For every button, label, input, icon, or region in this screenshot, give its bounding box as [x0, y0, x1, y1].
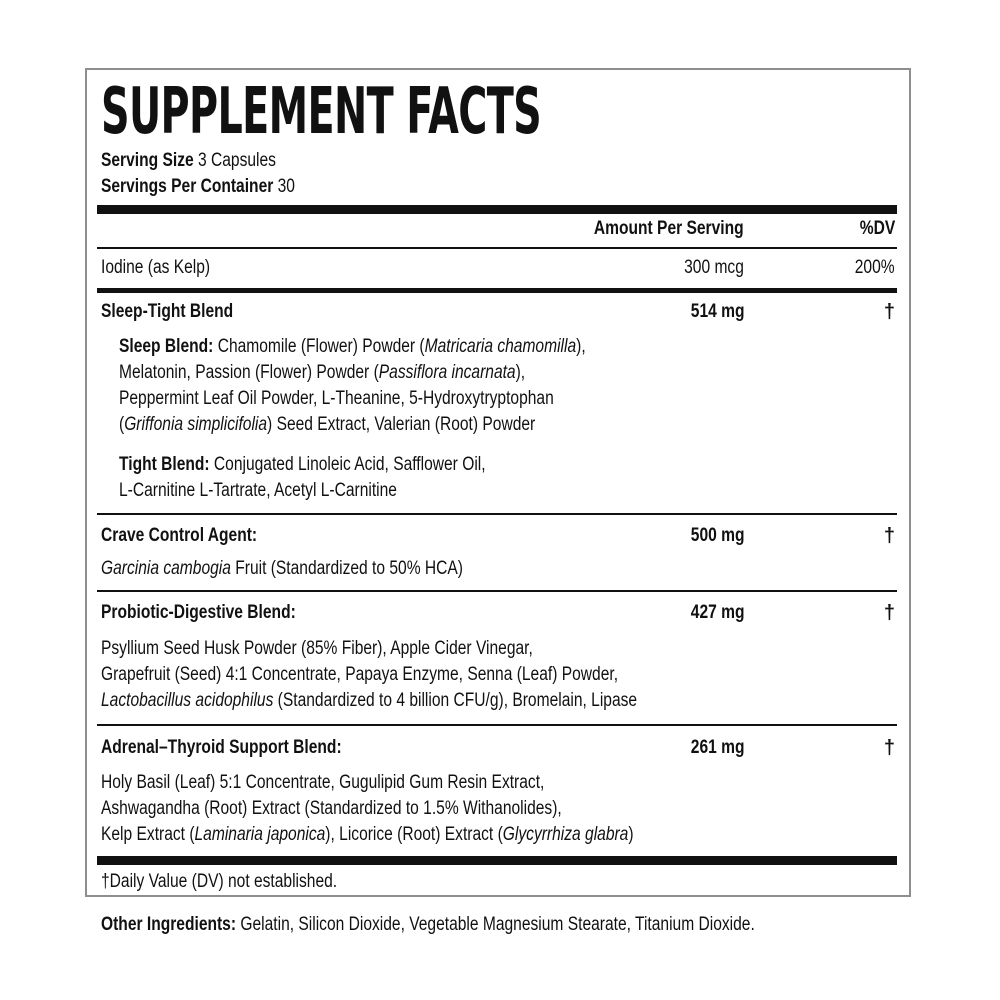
- divider-thin: [97, 724, 897, 726]
- divider-thin: [97, 247, 897, 249]
- dv-column-header: %DV: [859, 218, 895, 239]
- blend-ingredient-line: Kelp Extract (Laminaria japonica), Licorice (Root) Extract (Glycyrrhiza glabra): [101, 824, 634, 845]
- servings-per-container-value: 30: [277, 176, 295, 197]
- blend-ingredient-line: Ashwagandha (Root) Extract (Standardized to 1.5% Withanolides),: [101, 798, 562, 819]
- dagger-mark: †: [883, 525, 895, 547]
- serving-size-row: [101, 149, 276, 173]
- sub-blend-label: Sleep Blend:: [119, 336, 214, 357]
- servings-per-container-label: Servings Per Container: [101, 176, 274, 197]
- serving-size-label: Serving Size: [101, 150, 194, 171]
- sub-blend-line: Melatonin, Passion (Flower) Powder (Passiflora incarnata),: [119, 362, 526, 383]
- blend-name: Crave Control Agent:: [101, 525, 258, 546]
- blend-amount: 427 mg: [690, 602, 744, 623]
- blend-ingredient-line: Psyllium Seed Husk Powder (85% Fiber), Apple Cider Vinegar,: [101, 638, 533, 659]
- footnote: †Daily Value (DV) not established.: [101, 871, 338, 892]
- other-ingredients: [101, 913, 755, 937]
- divider-thin: [97, 513, 897, 515]
- blend-ingredient-line: Garcinia cambogia Fruit (Standardized to 50% HCA): [101, 558, 463, 579]
- dagger-mark: †: [883, 602, 895, 624]
- blend-ingredient-line: Lactobacillus acidophilus (Standardized to 4 billion CFU/g), Bromelain, Lipase: [101, 690, 638, 711]
- divider-mid: [97, 288, 897, 293]
- iodine-name: Iodine (as Kelp): [101, 257, 211, 278]
- other-ingredients-value: Gelatin, Silicon Dioxide, Vegetable Magnesium Stearate, Titanium Dioxide.: [240, 914, 755, 935]
- other-ingredients-label: Other Ingredients:: [101, 914, 237, 935]
- dagger-mark: †: [883, 737, 895, 759]
- iodine-amount: 300 mcg: [684, 257, 744, 278]
- blend-amount: 500 mg: [690, 525, 744, 546]
- sub-blend-line: L-Carnitine L-Tartrate, Acetyl L-Carnitine: [119, 480, 397, 501]
- panel-title: SUPPLEMENT FACTS: [101, 75, 542, 149]
- sub-blend-label: Tight Blend:: [119, 454, 210, 475]
- iodine-dv: 200%: [855, 257, 895, 278]
- blend-ingredient-line: Holy Basil (Leaf) 5:1 Concentrate, Gugulipid Gum Resin Extract,: [101, 772, 545, 793]
- blend-amount: 514 mg: [690, 301, 744, 322]
- blend-name: Adrenal–Thyroid Support Blend:: [101, 737, 342, 758]
- blend-name: Probiotic-Digestive Blend:: [101, 602, 296, 623]
- sub-blend-line: Sleep Blend: Chamomile (Flower) Powder (Matricaria chamomilla),: [119, 336, 586, 357]
- sub-blend-line: Tight Blend: Conjugated Linoleic Acid, Safflower Oil,: [119, 454, 486, 475]
- amount-column-header: Amount Per Serving: [594, 218, 744, 239]
- divider-thin: [97, 590, 897, 592]
- sub-blend-line: (Griffonia simplicifolia) Seed Extract, Valerian (Root) Powder: [119, 414, 536, 435]
- divider-thick-bottom: [97, 856, 897, 865]
- servings-per-container-row: [101, 175, 295, 199]
- divider-thick-top: [97, 205, 897, 214]
- dagger-mark: †: [883, 301, 895, 323]
- blend-amount: 261 mg: [690, 737, 744, 758]
- blend-ingredient-line: Grapefruit (Seed) 4:1 Concentrate, Papaya Enzyme, Senna (Leaf) Powder,: [101, 664, 619, 685]
- serving-size-value: 3 Capsules: [197, 150, 276, 171]
- sub-blend-line: Peppermint Leaf Oil Powder, L-Theanine, 5-Hydroxytryptophan: [119, 388, 554, 409]
- blend-name: Sleep-Tight Blend: [101, 301, 234, 322]
